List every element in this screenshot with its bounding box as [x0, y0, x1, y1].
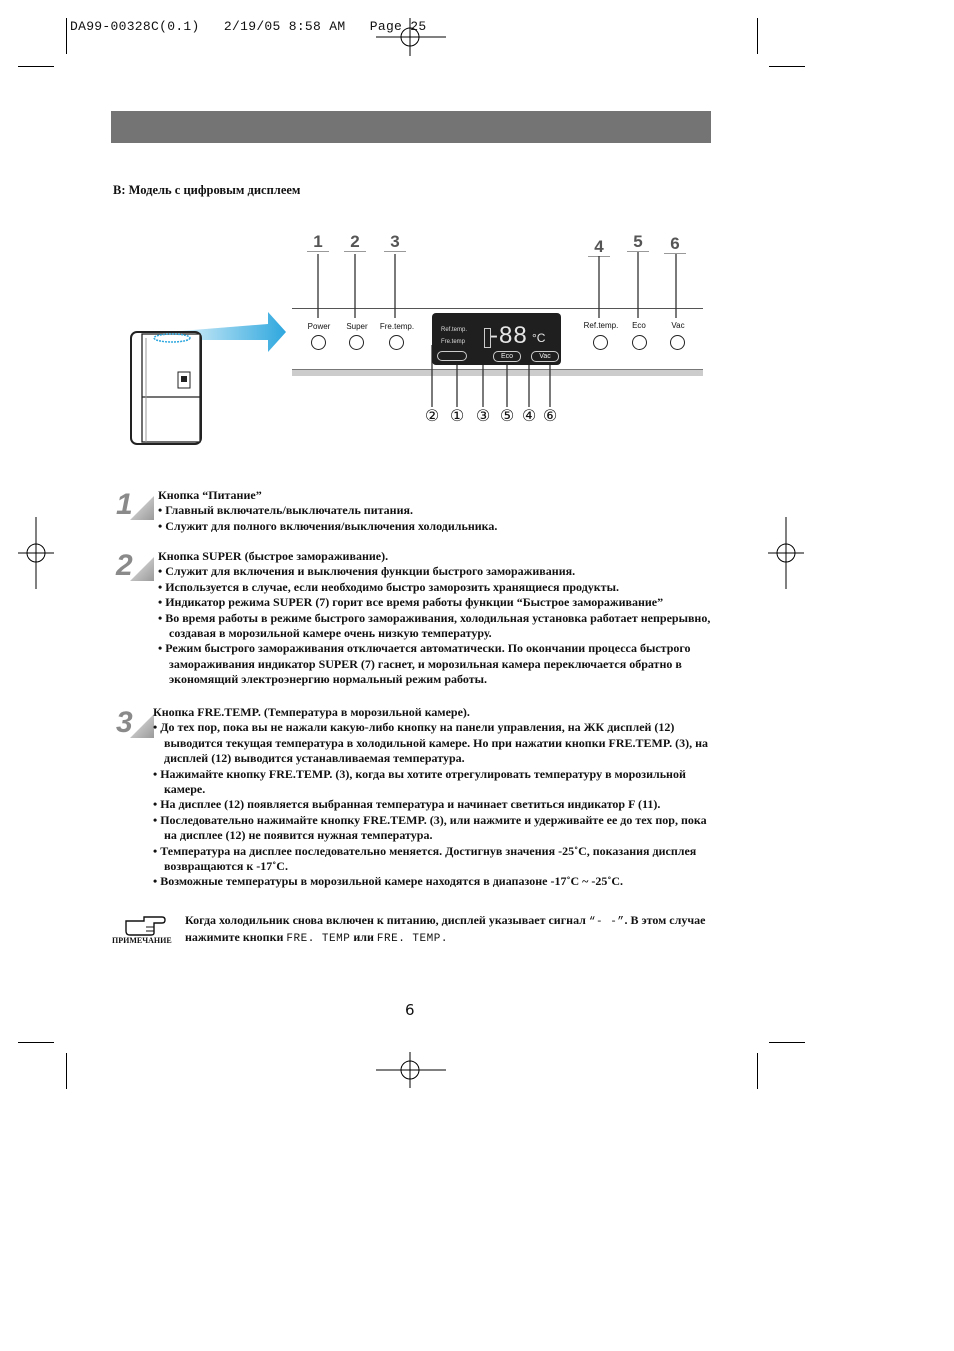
callout-4: 4: [588, 238, 610, 257]
super-button[interactable]: [349, 335, 364, 350]
callout-1: 1: [307, 233, 329, 252]
bullet: • Режим быстрого замораживания отключается автоматически. По окончании процесса быстрого замораживания индикатор SUPER (7) гаснет, и морозильная камера переключается обратно в экономящий электроэнергию нормальный режим работы.: [158, 641, 691, 687]
circled-number: ③: [475, 406, 491, 425]
section-title: Кнопка “Питание”: [158, 488, 262, 502]
vac-label: Vac: [671, 321, 685, 330]
fre-temp-label: Fre.temp.: [379, 322, 415, 331]
bullet: • Возможные температуры в морозильной камере находятся в диапазоне -17˚C ~ -25˚C.: [153, 874, 624, 889]
section-title: Кнопка SUPER (быстрое замораживание).: [158, 549, 389, 563]
callout-lines: [0, 0, 954, 440]
note-text: Когда холодильник снова включен к питанию, дисплей указывает сигнал “- -”. В этом случае нажимите кнопки FRE. TEMP или FRE. TEMP.: [185, 913, 706, 946]
power-button[interactable]: [311, 335, 326, 350]
lcd-vac-indicator: Vac: [531, 351, 559, 362]
bullet: • Служит для полного включения/выключения холодильника.: [158, 518, 498, 533]
section-number-3: 3: [112, 708, 154, 740]
eco-label: Eco: [632, 321, 646, 330]
section-power: [158, 488, 718, 534]
circled-number: ②: [424, 406, 440, 425]
lcd-fre-indicator: [437, 351, 467, 361]
callout-2: 2: [344, 233, 366, 252]
vac-button[interactable]: [670, 335, 685, 350]
section-number-2: 2: [112, 551, 154, 583]
lcd-display: [432, 313, 561, 365]
bullet: • Индикатор режима SUPER (7) горит все время работы функции “Быстрое замораживание”: [158, 595, 664, 610]
bullet: • Служит для включения и выключения функции быстрого замораживания.: [158, 564, 576, 579]
signal-text: “- -”: [588, 916, 625, 928]
lcd-eco-indicator: Eco: [493, 351, 521, 362]
callout-5: 5: [627, 233, 649, 252]
section-fre-temp: [153, 705, 718, 890]
super-label: Super: [346, 322, 368, 331]
lcd-digits: -88: [490, 322, 528, 349]
bullet: • Во время работы в режиме быстрого замораживания, холодильная установка работает непрерывно, создавая в морозильной камере очень низкую температуру.: [158, 610, 711, 641]
bullet: • Нажимайте кнопку FRE.TEMP. (3), когда вы хотите отрегулировать температуру в морозильной камере.: [153, 766, 686, 797]
callout-6: 6: [664, 235, 686, 254]
eco-button[interactable]: [632, 335, 647, 350]
pointing-hand-icon: [124, 913, 166, 937]
page-number: 6: [405, 1001, 415, 1019]
bullet: • Последовательно нажимайте кнопку FRE.TEMP. (3), или нажмите и удерживайте ее до тех пор, пока на дисплее (12) не появится нужная температура.: [153, 812, 707, 843]
bullet: • Главный включатель/выключатель питания.: [158, 503, 413, 518]
section-super: [158, 549, 718, 688]
circled-number: ①: [449, 406, 465, 425]
circled-number: ⑤: [499, 406, 515, 425]
bullet: • Используется в случае, если необходимо быстро заморозить хранящиеся продукты.: [158, 579, 619, 594]
bullet: • На дисплее (12) появляется выбранная температура и начинает светиться индикатор F (11).: [153, 797, 661, 812]
print-slug: DA99-00328C(0.1) 2/19/05 8:58 AM Page 25: [70, 19, 427, 34]
circled-number: ⑥: [542, 406, 558, 425]
section-subtitle: B: Модель с цифровым дисплеем: [113, 183, 301, 197]
fre-temp-ref: FRE. TEMP: [286, 933, 351, 946]
lcd-ref-label: Ref.temp.: [441, 327, 468, 333]
ref-temp-button[interactable]: [593, 335, 608, 350]
note-label: ПРИМЕЧАНИЕ: [112, 936, 172, 945]
circled-number: ④: [521, 406, 537, 425]
bullet: • Температура на дисплее последовательно меняется. Достигнув значения -25˚C, показания дисплея возвращаются к -17˚C.: [153, 843, 697, 874]
lcd-unit: °C: [532, 331, 546, 345]
section-number-1: 1: [112, 490, 154, 522]
bullet: • До тех пор, пока вы не нажали какую-либо кнопку на панели управления, на ЖК дисплей (12) выводится текущая температура в холодильной камере. Но при нажатии кнопки FRE.TEMP. (3), на дисплей (12) выводится устанавливаемая температура.: [153, 720, 709, 766]
lcd-fre-label: Fre.temp: [441, 339, 466, 345]
fre-temp-ref: FRE. TEMP.: [376, 933, 448, 946]
power-label: Power: [307, 322, 331, 331]
callout-3: 3: [384, 233, 406, 252]
ref-temp-label: Ref.temp.: [583, 321, 619, 330]
fre-temp-button[interactable]: [389, 335, 404, 350]
section-title: Кнопка FRE.TEMP. (Температура в морозильной камере).: [153, 705, 470, 719]
